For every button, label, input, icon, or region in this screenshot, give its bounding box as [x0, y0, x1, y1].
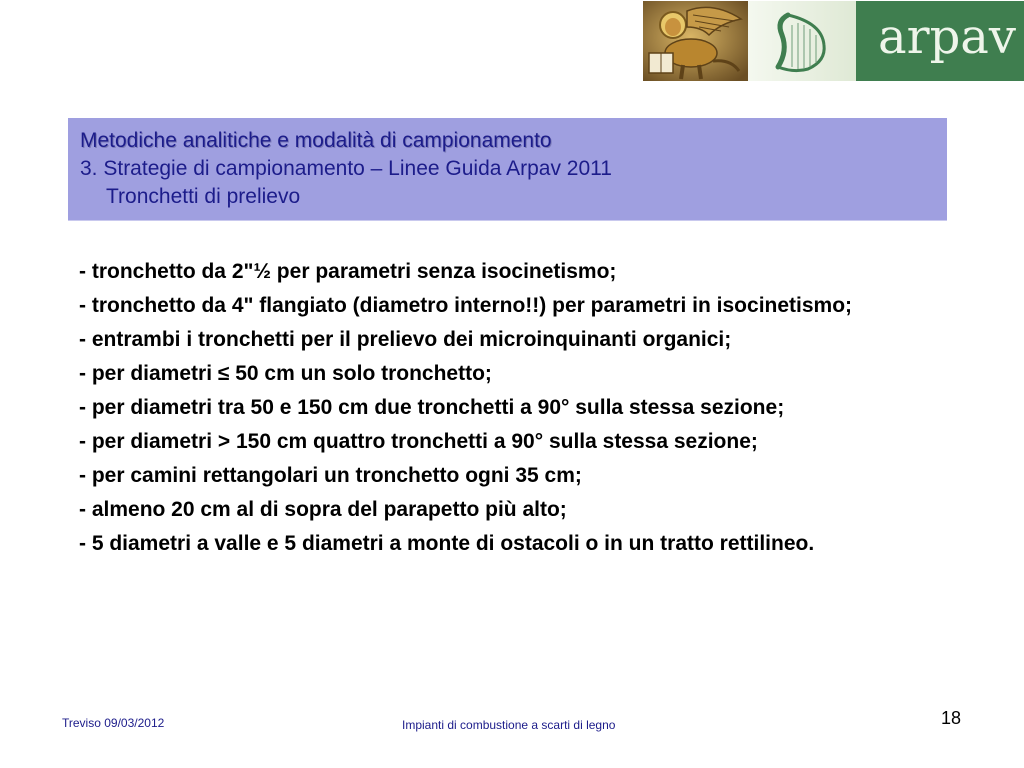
list-item: - per camini rettangolari un tronchetto ogni 35 cm;: [79, 464, 582, 487]
list-item: - per diametri tra 50 e 150 cm due tronchetti a 90° sulla stessa sezione;: [79, 396, 785, 419]
list-item: - entrambi i tronchetti per il prelievo dei microinquinanti organici;: [79, 328, 732, 351]
list-item: - almeno 20 cm al di sopra del parapetto più alto;: [79, 498, 567, 521]
harp-icon: [748, 1, 856, 81]
list-item: - 5 diametri a valle e 5 diametri a monte di ostacoli o in un tratto rettilineo.: [79, 532, 815, 555]
bullet-list: [79, 255, 959, 561]
page-number: 18: [941, 708, 962, 728]
slide-section-title: Tronchetti di prelievo: [106, 185, 301, 208]
winged-lion-icon: [643, 1, 748, 81]
list-item: - per diametri ≤ 50 cm un solo tronchetto;: [79, 362, 492, 385]
arpav-logo: [643, 1, 1024, 81]
slide-title: Metodiche analitiche e modalità di campionamento: [80, 129, 552, 152]
footer-date: Treviso 09/03/2012: [62, 716, 165, 730]
list-item: - tronchetto da 2"½ per parametri senza isocinetismo;: [79, 260, 617, 283]
list-item: - tronchetto da 4" flangiato (diametro interno!!) per parametri in isocinetismo;: [79, 294, 853, 317]
slide-title-box: [68, 118, 947, 221]
footer-title: Impianti di combustione a scarti di legno: [402, 718, 616, 732]
slide-subtitle: 3. Strategie di campionamento – Linee Guida Arpav 2011: [80, 157, 612, 180]
logo-wordmark: arpav: [878, 9, 1017, 65]
logo-wordmark-panel: [856, 1, 1024, 81]
list-item: - per diametri > 150 cm quattro tronchetti a 90° sulla stessa sezione;: [79, 430, 758, 453]
